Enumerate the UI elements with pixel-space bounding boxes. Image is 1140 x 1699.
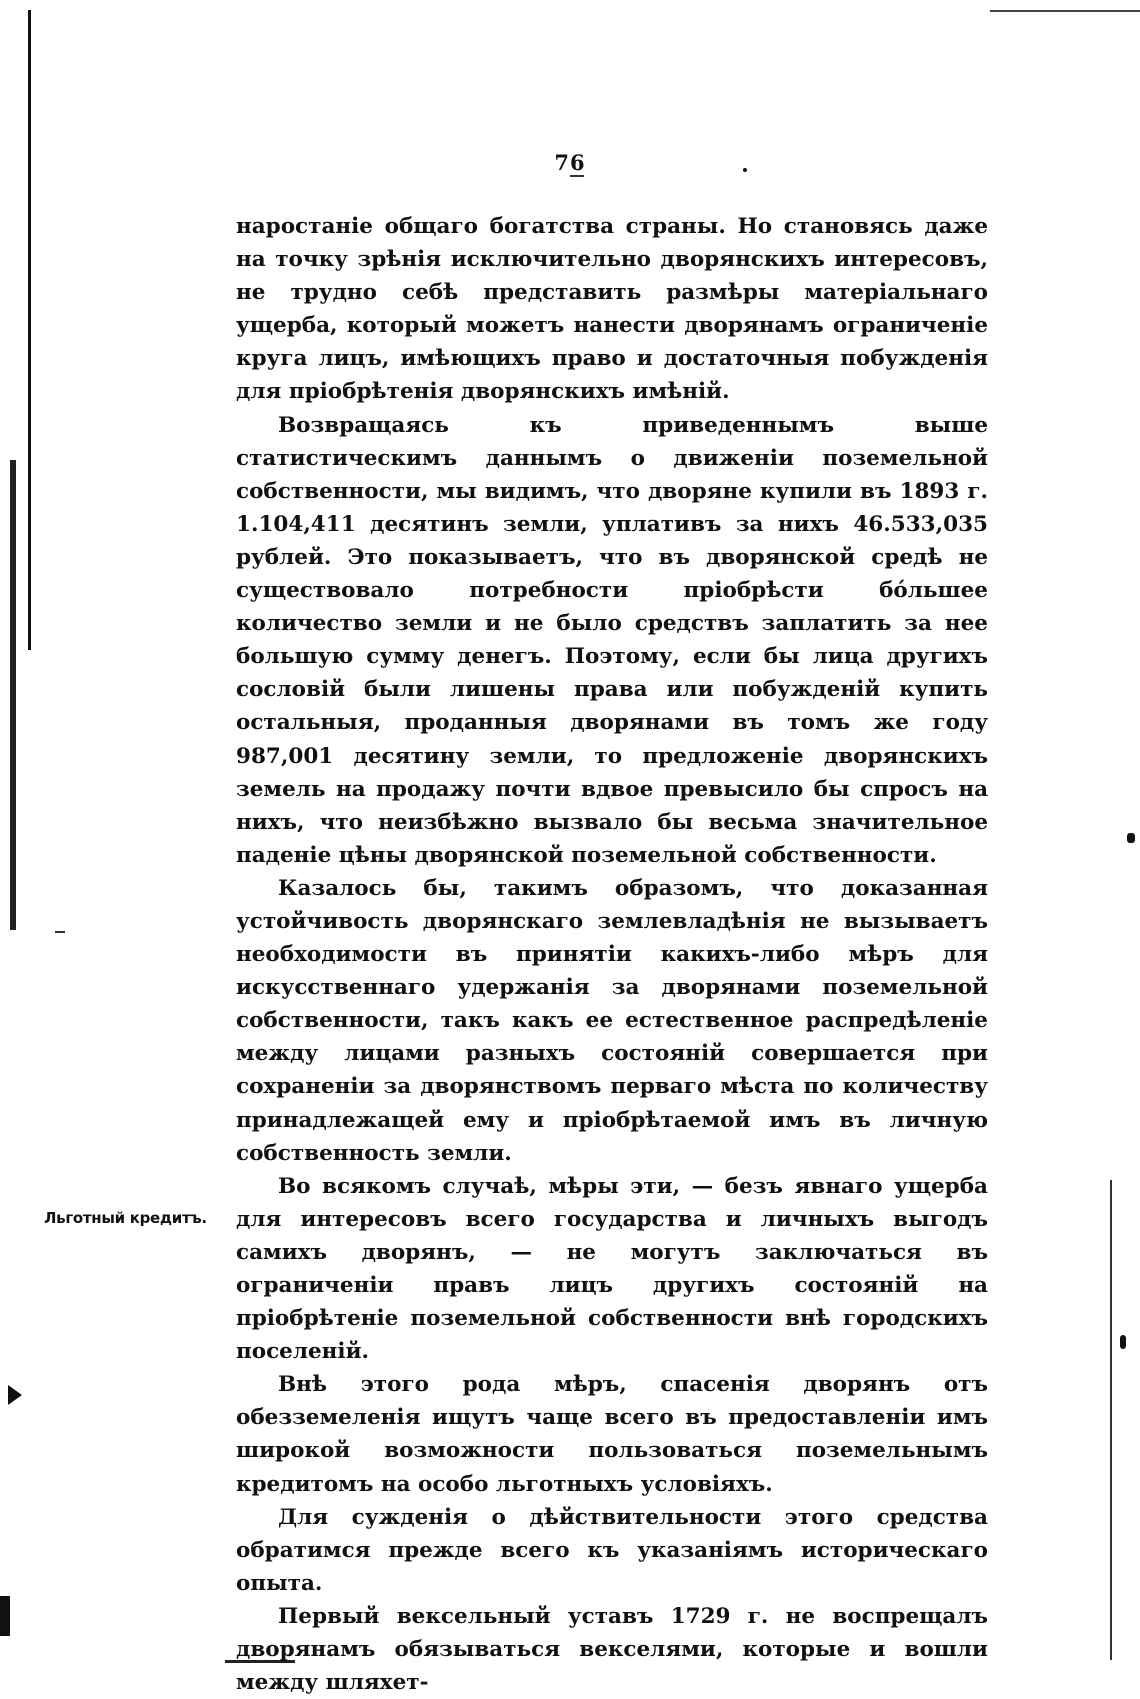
scan-dash [55, 931, 65, 933]
paragraph: Внѣ этого рода мѣръ, спасенія дворянъ отъ обезземеленія ищутъ чаще всего въ предоставленіи имъ широкой возможности пользоваться поземельнымъ кредитомъ на особо льготныхъ условіяхъ. [236, 1372, 988, 1497]
body-text [236, 210, 988, 1699]
scan-border-line [28, 10, 31, 650]
paragraph: Во всякомъ случаѣ, мѣры эти, — безъ явнаго ущерба для интересовъ всего государства и личныхъ выгодъ самихъ дворянъ, — не могутъ заключаться въ ограниченіи правъ лицъ другихъ состояній на пріобрѣтеніе поземельной собственности внѣ городскихъ поселеній. [236, 1173, 988, 1365]
scan-speck [1127, 833, 1135, 843]
paragraph: Возвращаясь къ приведеннымъ выше статистическимъ даннымъ о движеніи поземельной собственности, мы видимъ, что дворяне купили въ 1893 г. 1.104,411 десятинъ земли, уплативъ за нихъ 46.533,035 рублей. Это показываетъ, что въ дворянской средѣ не существовало потребности пріобрѣсти бóльшее количество земли и не было средствъ заплатить за нее большую сумму денегъ. Поэтому, если бы лица другихъ сословій были лишены права или побужденій купить остальныя, проданныя дворянами въ томъ же году 987,001 десятину земли, то предложеніе дворянскихъ земель на продажу почти вдвое превысило бы спросъ на нихъ, что неизбѣжно вызвало бы весьма значительное паденіе цѣны дворянской поземельной собственности. [236, 412, 988, 868]
scan-arrow-mark [8, 1385, 22, 1405]
scan-border-line-right [1110, 1180, 1112, 1660]
scan-top-rule [990, 10, 1140, 12]
scan-border-shadow [10, 460, 16, 930]
page-number: 76 [554, 150, 586, 175]
paragraph: наростаніе общаго богатства страны. Но становясь даже на точку зрѣнія исключительно дворянскихъ интересовъ, не трудно себѣ представить размѣры матеріальнаго ущерба, который можетъ нанести дворянамъ ограниченіе круга лицъ, имѣющихъ право и достаточныя побужденія для пріобрѣтенія дворянскихъ имѣній. [236, 214, 988, 405]
scan-corner-mark [0, 1596, 10, 1636]
page-number-dot [743, 168, 747, 172]
paragraph: Казалось бы, такимъ образомъ, что доказанная устойчивость дворянскаго землевладѣнія не вызываетъ необходимости въ принятіи какихъ-либо мѣръ для искусственнаго удержанія за дворянами поземельной собственности, такъ какъ ее естественное распредѣленіе между лицами разныхъ состояній совершается при сохраненіи за дворянствомъ перваго мѣста по количеству принадлежащей ему и пріобрѣтаемой имъ въ личную собственность земли. [236, 875, 988, 1166]
paragraph: Для сужденія о дѣйствительности этого средства обратимся прежде всего къ указаніямъ историческаго опыта. [236, 1504, 988, 1596]
margin-note: Льготный кредитъ. [44, 1209, 207, 1227]
paragraph: Первый вексельный уставъ 1729 г. не воспрещалъ дворянамъ обязываться векселями, которые и вошли между шляхет- [236, 1603, 988, 1696]
page-number-dash [570, 175, 584, 177]
scan-speck [1120, 1335, 1126, 1349]
